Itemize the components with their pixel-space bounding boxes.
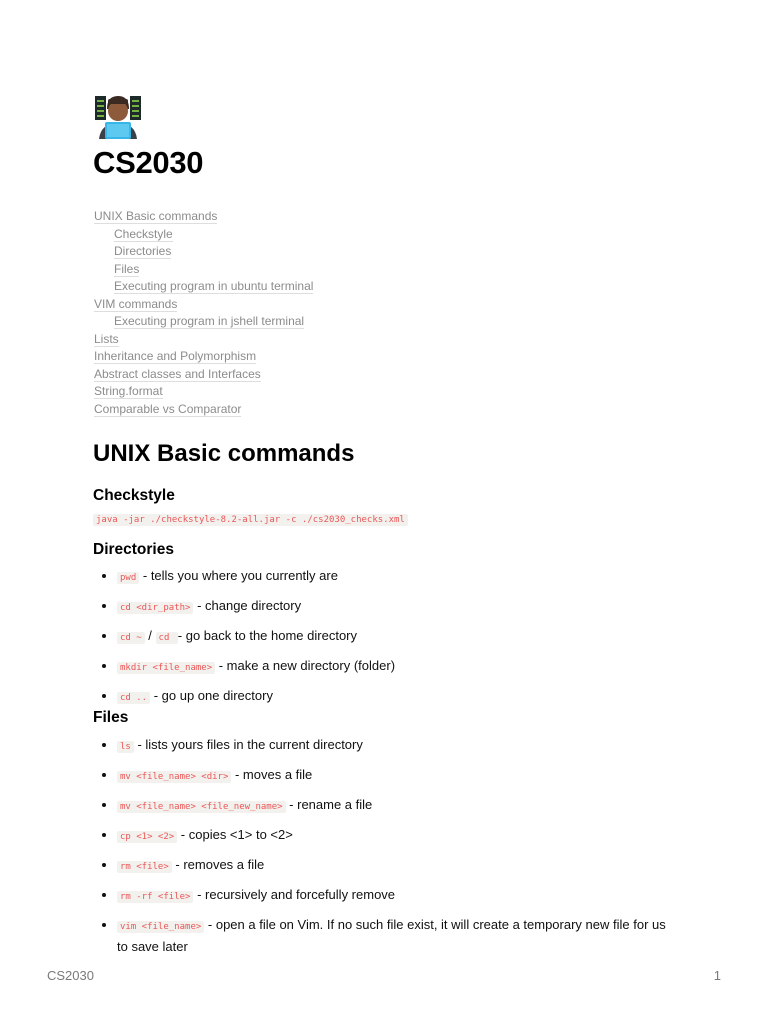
- list-item: [117, 686, 395, 708]
- toc-item[interactable]: [94, 331, 313, 349]
- code-snippet: mv <file_name> <dir>: [117, 771, 231, 783]
- list-item: [117, 795, 677, 817]
- code-snippet: pwd: [117, 572, 139, 584]
- toc-item-label[interactable]: VIM commands: [94, 296, 178, 311]
- code-snippet: ls: [117, 741, 134, 753]
- code-snippet: java -jar ./checkstyle-8.2-all.jar -c ./cs2030_checks.xml: [93, 514, 408, 526]
- code-snippet: cp <1> <2>: [117, 831, 177, 843]
- code-snippet: rm <file>: [117, 861, 172, 873]
- toc-item-label[interactable]: Directories: [114, 244, 172, 258]
- list-item-text: - rename a file: [285, 797, 373, 812]
- list-item-text: - tells you where you currently are: [139, 568, 338, 583]
- toc-item-label[interactable]: UNIX Basic commands: [94, 209, 218, 223]
- toc-item[interactable]: [94, 278, 313, 296]
- toc-item-label[interactable]: Abstract classes and Interfaces: [94, 366, 261, 381]
- toc-item-label[interactable]: Checkstyle: [114, 226, 173, 241]
- heading-checkstyle: Checkstyle: [93, 487, 175, 504]
- separator: /: [144, 628, 156, 643]
- table-of-contents: [94, 208, 313, 418]
- list-item: [117, 825, 677, 847]
- list-item: [117, 566, 395, 588]
- list-item: [117, 626, 395, 648]
- code-snippet: mkdir <file_name>: [117, 662, 215, 674]
- heading-files: Files: [93, 709, 129, 726]
- toc-item-label[interactable]: Comparable vs Comparator: [94, 401, 242, 416]
- page-title: CS2030: [93, 145, 204, 180]
- toc-item[interactable]: [94, 226, 313, 244]
- list-item: [117, 735, 677, 757]
- toc-item-label[interactable]: Executing program in ubuntu terminal: [114, 279, 314, 293]
- code-snippet: mv <file_name> <file_new_name>: [117, 801, 286, 813]
- section-title-unix: UNIX Basic commands: [93, 440, 355, 467]
- toc-item[interactable]: [94, 383, 313, 401]
- code-snippet: cd <dir_path>: [117, 602, 193, 614]
- toc-item[interactable]: [94, 261, 313, 279]
- list-item-text: - go back to the home directory: [177, 628, 357, 643]
- toc-item-label[interactable]: Executing program in jshell terminal: [114, 314, 305, 328]
- list-item-text: - make a new directory (folder): [215, 658, 396, 673]
- toc-item[interactable]: [94, 296, 313, 314]
- list-item: [117, 915, 677, 956]
- list-item-text: - go up one directory: [150, 688, 273, 703]
- code-snippet: vim <file_name>: [117, 921, 204, 933]
- toc-item-label[interactable]: Lists: [94, 331, 119, 346]
- list-item-text: - moves a file: [231, 767, 313, 782]
- toc-item[interactable]: [94, 208, 313, 226]
- footer-title: CS2030: [47, 968, 94, 983]
- list-item: [117, 885, 677, 907]
- files-list: [117, 735, 677, 956]
- toc-item[interactable]: [94, 313, 313, 331]
- list-item-text: - lists yours files in the current directory: [133, 737, 363, 752]
- list-item-text: - open a file on Vim. If no such file exist, it will create a temporary new file for us to save later: [117, 917, 666, 954]
- list-item: [117, 656, 395, 678]
- page-number: 1: [713, 968, 721, 983]
- list-item-text: - copies <1> to <2>: [177, 827, 293, 842]
- list-item: [117, 596, 395, 618]
- toc-item[interactable]: [94, 243, 313, 261]
- code-snippet: cd: [156, 632, 178, 644]
- heading-directories: Directories: [93, 541, 174, 558]
- directories-list: [117, 566, 395, 716]
- code-snippet: rm -rf <file>: [117, 891, 193, 903]
- code-snippet: cd ..: [117, 692, 150, 704]
- toc-item[interactable]: [94, 401, 313, 419]
- list-item-text: - removes a file: [171, 857, 265, 872]
- toc-item-label[interactable]: String.format: [94, 384, 163, 398]
- toc-item[interactable]: [94, 348, 313, 366]
- list-item: [117, 765, 677, 787]
- checkstyle-command: [93, 511, 408, 527]
- toc-item[interactable]: [94, 366, 313, 384]
- toc-item-label[interactable]: Inheritance and Polymorphism: [94, 349, 257, 363]
- toc-item-label[interactable]: Files: [114, 261, 140, 276]
- list-item-text: - recursively and forcefully remove: [193, 887, 396, 902]
- code-snippet: cd ~: [117, 632, 145, 644]
- list-item-text: - change directory: [193, 598, 302, 613]
- list-item: [117, 855, 677, 877]
- technologist-emoji-icon: [93, 93, 143, 139]
